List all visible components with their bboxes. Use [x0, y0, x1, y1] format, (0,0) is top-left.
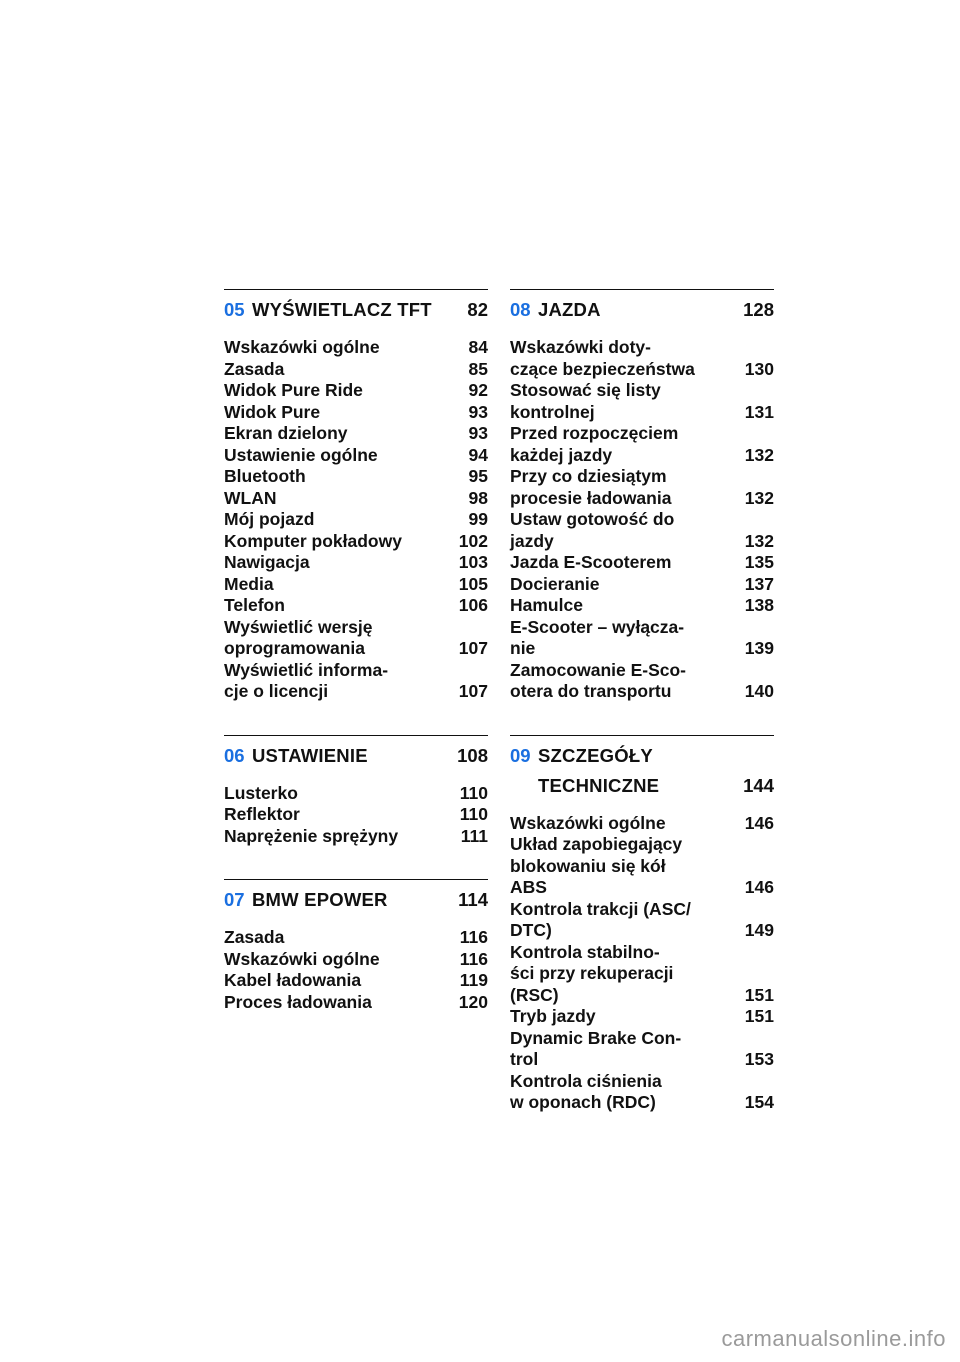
entry-page-number: 93: [468, 401, 488, 422]
toc-entry[interactable]: [224, 826, 488, 848]
entry-page-number: 99: [468, 509, 488, 529]
section-title: USTAWIENIE: [252, 744, 368, 766]
section-entries: [224, 927, 488, 1013]
entry-title: Lusterko: [224, 782, 298, 803]
entry-page-number: 103: [458, 552, 488, 572]
toc-entry[interactable]: [510, 899, 774, 942]
toc-entry[interactable]: [224, 488, 488, 510]
toc-entry[interactable]: [510, 380, 774, 423]
entry-page-number: 93: [468, 423, 488, 443]
entry-page-number: 116: [459, 927, 488, 947]
section-page-number: 108: [457, 744, 488, 766]
entry-title: Telefon: [224, 595, 285, 615]
entry-title: E-Scooter – wyłącza- nie: [510, 616, 685, 658]
section-page-number: 114: [458, 889, 488, 910]
toc-entry[interactable]: [510, 423, 774, 466]
section-number: 08: [510, 299, 531, 320]
section-page-number: 128: [743, 299, 774, 320]
toc-entry[interactable]: [224, 992, 488, 1014]
entry-page-number: 132: [744, 530, 774, 551]
section-divider: [224, 879, 488, 880]
entry-page-number: 130: [744, 358, 774, 379]
toc-section: [510, 289, 774, 703]
entry-title: Reflektor: [224, 804, 300, 824]
entry-title: Zasada: [224, 927, 285, 947]
entry-title: Stosować się listy kontrolnej: [510, 380, 661, 422]
entry-title: Przy co dziesiątym procesie ładowania: [510, 466, 672, 508]
entry-title: Wskazówki ogólne: [510, 812, 666, 833]
toc-entry[interactable]: [510, 942, 774, 1007]
toc-entry[interactable]: [224, 509, 488, 531]
entry-page-number: 116: [459, 948, 488, 969]
entry-title: Widok Pure Ride: [224, 380, 363, 400]
entry-title: Układ zapobiegający blokowaniu się kół ABS: [510, 834, 683, 897]
toc-entry[interactable]: [510, 552, 774, 574]
toc-left-column: [224, 289, 488, 1045]
section-entries: [224, 337, 488, 703]
section-title: BMW EPOWER: [252, 889, 388, 910]
entry-page-number: 140: [744, 681, 774, 701]
entry-page-number: 146: [744, 812, 774, 833]
entry-page-number: 102: [458, 530, 488, 551]
section-heading[interactable]: [224, 885, 488, 915]
toc-entry[interactable]: [224, 949, 488, 971]
section-number: 07: [224, 889, 245, 910]
entry-page-number: 131: [744, 401, 774, 422]
entry-title: Bluetooth: [224, 466, 306, 486]
entry-page-number: 110: [459, 804, 488, 824]
entry-title: Naprężenie sprężyny: [224, 825, 399, 846]
toc-entry[interactable]: [224, 783, 488, 805]
entry-title: Proces ładowania: [224, 991, 372, 1012]
section-divider: [510, 735, 774, 736]
section-entries: [510, 813, 774, 1114]
entry-page-number: 119: [459, 970, 488, 990]
toc-entry[interactable]: [224, 380, 488, 402]
entry-title: WLAN: [224, 487, 277, 508]
entry-title: Widok Pure: [224, 401, 321, 422]
section-heading[interactable]: [224, 741, 488, 771]
entry-title: Zamocowanie E-Sco- otera do transportu: [510, 659, 687, 701]
entry-page-number: 146: [744, 877, 774, 897]
section-heading[interactable]: [224, 295, 488, 325]
entry-title: Media: [224, 573, 274, 594]
section-title: JAZDA: [538, 299, 601, 320]
entry-title: Wyświetlić informa- cje o licencji: [224, 659, 389, 701]
entry-title: Wskazówki doty- czące bezpieczeństwa: [510, 337, 695, 379]
entry-page-number: 107: [458, 638, 488, 658]
entry-title: Komputer pokładowy: [224, 530, 402, 551]
toc-right-column: [510, 289, 774, 1146]
entry-title: Przed rozpoczęciem każdej jazdy: [510, 423, 679, 465]
entry-page-number: 84: [468, 337, 488, 357]
entry-title: Jazda E-Scooterem: [510, 552, 672, 572]
toc-entry[interactable]: [510, 509, 774, 552]
entry-title: Wskazówki ogólne: [224, 948, 380, 969]
section-entries: [510, 337, 774, 703]
entry-title: Ustawienie ogólne: [224, 444, 378, 465]
toc-entry[interactable]: [510, 1071, 774, 1114]
entry-page-number: 98: [468, 487, 488, 508]
section-divider: [510, 289, 774, 290]
entry-page-number: 132: [744, 444, 774, 465]
entry-page-number: 106: [458, 595, 488, 615]
section-number: 09: [510, 744, 531, 766]
toc-entry[interactable]: [224, 970, 488, 992]
entry-title: Ustaw gotowość do jazdy: [510, 509, 675, 551]
toc-section: [224, 735, 488, 848]
toc-entry[interactable]: [224, 337, 488, 359]
entry-title: Ekran dzielony: [224, 423, 348, 443]
section-heading[interactable]: [510, 741, 774, 801]
toc-entry[interactable]: [224, 617, 488, 660]
toc-entry[interactable]: [510, 337, 774, 380]
entry-title: Docieranie: [510, 573, 600, 594]
entry-page-number: 105: [458, 573, 488, 594]
section-entries: [224, 783, 488, 848]
entry-page-number: 151: [744, 984, 774, 1005]
entry-title: Wskazówki ogólne: [224, 337, 380, 357]
entry-title: Nawigacja: [224, 552, 310, 572]
entry-page-number: 85: [468, 358, 488, 379]
toc-section: [224, 289, 488, 703]
toc-entry[interactable]: [224, 927, 488, 949]
section-page-number: 144: [743, 774, 774, 796]
toc-entry[interactable]: [224, 423, 488, 445]
section-title: SZCZEGÓŁY TECHNICZNE: [538, 744, 660, 796]
toc-entry[interactable]: [510, 813, 774, 835]
entry-title: Mój pojazd: [224, 509, 315, 529]
toc-section: [224, 879, 488, 1013]
entry-page-number: 132: [744, 487, 774, 508]
toc-entry[interactable]: [224, 466, 488, 488]
toc-entry[interactable]: [510, 660, 774, 703]
toc-entry[interactable]: [510, 574, 774, 596]
section-divider: [224, 289, 488, 290]
entry-page-number: 111: [460, 825, 488, 846]
section-number: 05: [224, 299, 245, 320]
section-title: WYŚWIETLACZ TFT: [252, 299, 432, 320]
entry-title: Dynamic Brake Con- trol: [510, 1027, 682, 1069]
entry-page-number: 137: [744, 573, 774, 594]
entry-page-number: 92: [468, 380, 488, 400]
entry-title: Zasada: [224, 358, 285, 379]
entry-page-number: 107: [458, 681, 488, 701]
toc-entry[interactable]: [224, 804, 488, 826]
watermark: carmanualsonline.info: [721, 1326, 946, 1351]
toc-entry[interactable]: [224, 574, 488, 596]
section-page-number: 82: [467, 299, 488, 320]
toc-entry[interactable]: [510, 1028, 774, 1071]
toc-entry[interactable]: [224, 359, 488, 381]
toc-entry[interactable]: [224, 660, 488, 703]
entry-page-number: 120: [458, 991, 488, 1012]
toc-entry[interactable]: [510, 595, 774, 617]
entry-title: Hamulce: [510, 595, 583, 615]
entry-page-number: 151: [744, 1006, 774, 1026]
entry-page-number: 149: [744, 920, 774, 940]
toc-entry[interactable]: [510, 834, 774, 899]
section-heading[interactable]: [510, 295, 774, 325]
toc-entry[interactable]: [224, 402, 488, 424]
entry-title: Tryb jazdy: [510, 1006, 596, 1026]
toc-entry[interactable]: [510, 466, 774, 509]
toc-entry[interactable]: [224, 531, 488, 553]
entry-page-number: 139: [744, 638, 774, 658]
entry-page-number: 153: [744, 1049, 774, 1069]
toc-entry[interactable]: [224, 552, 488, 574]
entry-page-number: 94: [468, 444, 488, 465]
section-number: 06: [224, 744, 245, 766]
entry-page-number: 154: [744, 1092, 774, 1112]
entry-page-number: 138: [744, 595, 774, 615]
toc-entry[interactable]: [224, 595, 488, 617]
toc-entry[interactable]: [224, 445, 488, 467]
toc-entry[interactable]: [510, 1006, 774, 1028]
entry-title: Kabel ładowania: [224, 970, 362, 990]
entry-title: Kontrola ciśnienia w oponach (RDC): [510, 1070, 662, 1112]
entry-title: Kontrola stabilno- ści przy rekuperacji (RSC): [510, 941, 674, 1005]
entry-title: Kontrola trakcji (ASC/ DTC): [510, 898, 691, 940]
entry-page-number: 110: [459, 782, 488, 803]
toc-section: [510, 735, 774, 1114]
entry-title: Wyświetlić wersję oprogramowania: [224, 616, 373, 658]
entry-page-number: 95: [468, 466, 488, 486]
section-divider: [224, 735, 488, 736]
entry-page-number: 135: [744, 552, 774, 572]
toc-entry[interactable]: [510, 617, 774, 660]
